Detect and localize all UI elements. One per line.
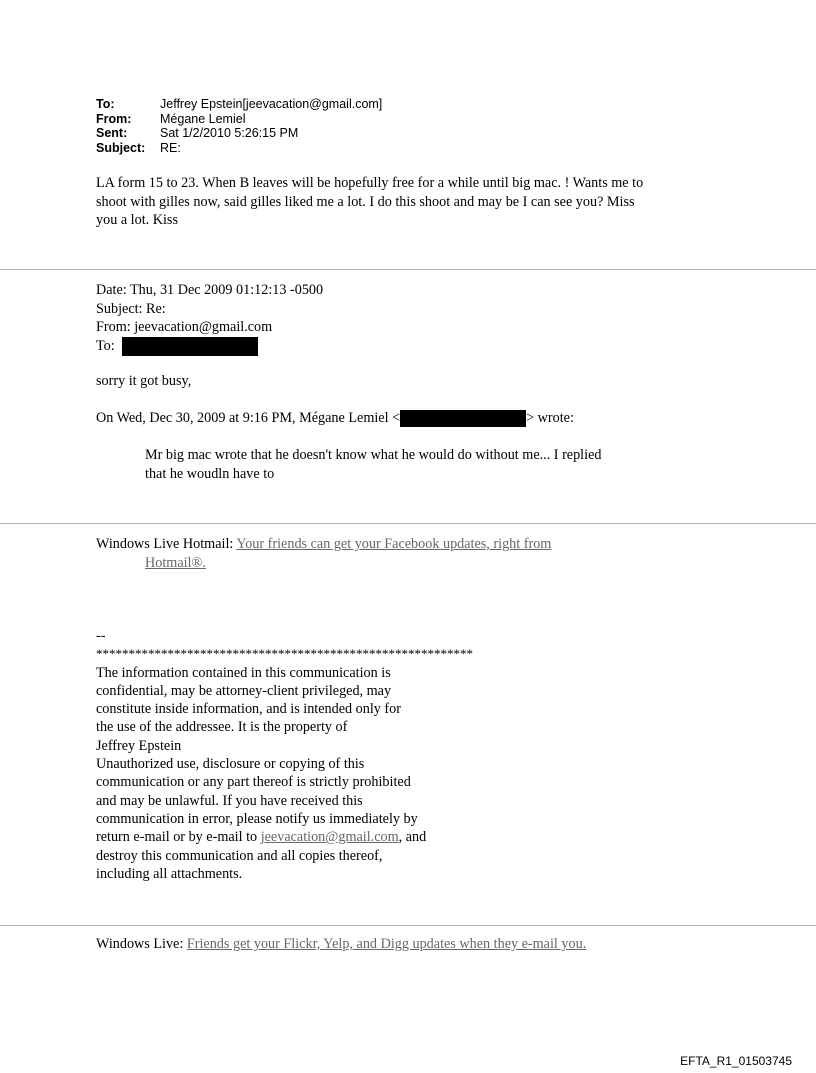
header-subject-row: [96, 141, 382, 156]
quoted-date: Date: Thu, 31 Dec 2009 01:12:13 -0500: [96, 282, 324, 298]
disclaimer-line: communication in error, please notify us immediately by: [96, 810, 418, 827]
email-link[interactable]: jeevacation@gmail.com: [260, 829, 399, 846]
header-to-row: [96, 97, 382, 112]
message-body: [96, 174, 643, 230]
return-suffix: , and: [398, 829, 427, 846]
from-value: Mégane Lemiel: [160, 111, 246, 126]
hotmail-ad-line: [96, 554, 551, 573]
header-sent-row: [96, 126, 382, 141]
hotmail-ad-link[interactable]: Your friends can get your Facebook updates, right from: [236, 536, 552, 552]
inner-quote: [145, 446, 601, 483]
redaction-box: [122, 337, 258, 356]
body-line: LA form 15 to 23. When B leaves will be hopefully free for a while until big mac. ! Wants me to: [96, 175, 644, 191]
header-from-row: [96, 112, 382, 127]
quoted-from: From: jeevacation@gmail.com: [96, 319, 273, 335]
inner-quote-line: that he woudln have to: [145, 465, 275, 482]
disclaimer-line: communication or any part thereof is strictly prohibited: [96, 774, 411, 791]
on-wrote-line: [96, 409, 574, 428]
divider: [0, 925, 816, 926]
inner-quote-line: Mr big mac wrote that he doesn't know what he would do without me... I replied: [145, 447, 602, 463]
disclaimer-line: The information contained in this communication is: [96, 664, 391, 681]
quoted-header: [96, 281, 323, 356]
live-ad-prefix: Windows Live:: [96, 936, 187, 952]
disclaimer-return-line: [96, 828, 473, 846]
disclaimer-line: and may be unlawful. If you have received this: [96, 792, 363, 809]
disclaimer-dashes: --: [96, 628, 106, 644]
on-wrote-prefix: On Wed, Dec 30, 2009 at 9:16 PM, Mégane Lemiel <: [96, 410, 401, 426]
hotmail-ad-link-cont[interactable]: Hotmail®.: [145, 554, 206, 571]
to-value: Jeffrey Epstein[jeevacation@gmail.com]: [160, 97, 383, 111]
body-line: shoot with gilles now, said gilles liked me a lot. I do this shoot and may be I can see you? Miss: [96, 193, 635, 210]
subject-label: Subject:: [96, 140, 146, 155]
on-wrote-suffix: > wrote:: [526, 410, 574, 426]
body-line: you a lot. Kiss: [96, 212, 178, 228]
from-label: From:: [96, 111, 132, 126]
document-id: EFTA_R1_01503745: [680, 1054, 792, 1068]
live-ad-link[interactable]: Friends get your Flickr, Yelp, and Digg updates when they e-mail you.: [186, 936, 587, 952]
divider: [0, 269, 816, 270]
quoted-reply: sorry it got busy,: [96, 373, 192, 389]
redaction-box: [400, 410, 526, 427]
to-label: To:: [96, 97, 115, 111]
quoted-subject: Subject: Re:: [96, 300, 166, 317]
disclaimer-line: including all attachments.: [96, 865, 243, 882]
quoted-to-label: To:: [96, 337, 115, 354]
subject-value: RE:: [160, 140, 181, 155]
return-prefix: return e-mail or by e-mail to: [96, 829, 261, 846]
disclaimer-stars: **********************************************************: [96, 646, 473, 662]
disclaimer-line: the use of the addressee. It is the property of: [96, 719, 348, 736]
divider: [0, 523, 816, 524]
disclaimer-line: Jeffrey Epstein: [96, 737, 182, 754]
quoted-to-row: [96, 337, 323, 356]
sent-value: Sat 1/2/2010 5:26:15 PM: [160, 126, 299, 140]
disclaimer-line: constitute inside information, and is intended only for: [96, 701, 401, 718]
disclaimer-line: destroy this communication and all copies thereof,: [96, 847, 383, 864]
email-header: [96, 97, 382, 155]
disclaimer-line: Unauthorized use, disclosure or copying of this: [96, 756, 365, 773]
disclaimer: [96, 627, 473, 883]
disclaimer-line: confidential, may be attorney-client privileged, may: [96, 682, 392, 699]
sent-label: Sent:: [96, 126, 128, 140]
live-ad: [96, 935, 586, 954]
hotmail-ad-prefix: Windows Live Hotmail:: [96, 536, 237, 552]
hotmail-ad: [96, 535, 551, 572]
hotmail-ad-line: [96, 535, 551, 554]
